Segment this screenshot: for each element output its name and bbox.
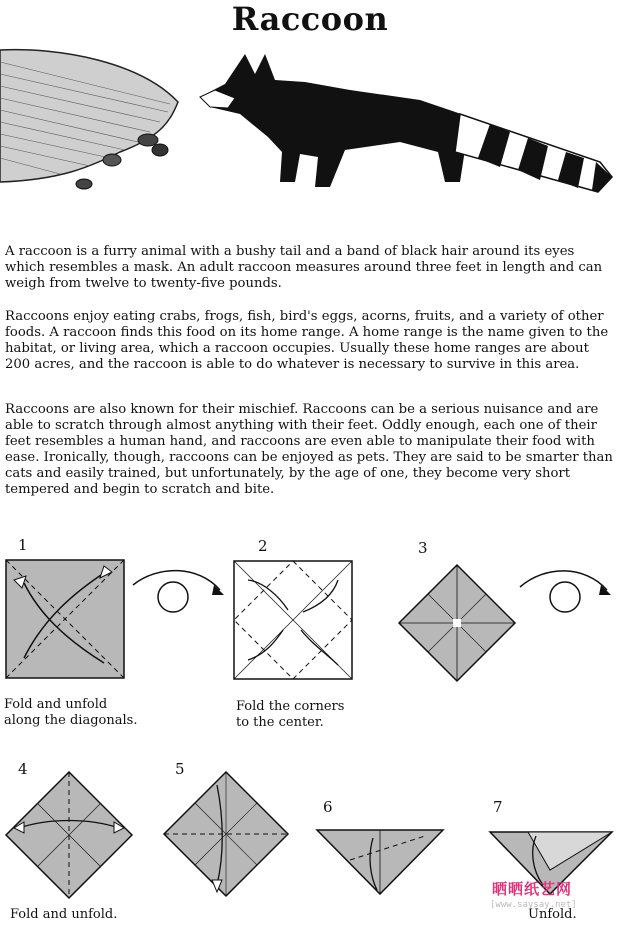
step-2-diagram <box>233 560 355 682</box>
step-5-diagram <box>162 770 290 898</box>
turn-over-icon <box>128 565 228 625</box>
raccoon-illustration <box>0 42 620 212</box>
step-1-diagram <box>4 558 128 682</box>
step-6-diagram <box>315 828 445 900</box>
step-4-caption: Fold and unfold. <box>10 907 118 922</box>
step-1-caption: Fold and unfold along the diagonals. <box>4 697 138 728</box>
watermark-url: [www.saysay.net] <box>490 900 577 910</box>
step-2-caption: Fold the corners to the center. <box>236 699 345 730</box>
step-4-number: 4 <box>18 760 28 778</box>
paragraph-intro: A raccoon is a furry animal with a bushy tail and a band of black hair around its eyes which resembles a mask. An adult raccoon measures around three feet in length and can weigh from twelve to twenty-five pounds. <box>5 244 603 291</box>
step-4-diagram <box>4 770 134 900</box>
step-6-number: 6 <box>323 798 333 816</box>
paragraph-diet: Raccoons enjoy eating crabs, frogs, fish, bird's eggs, acorns, fruits, and a variety of other foods. A raccoon finds this food on its home range. A home range is the name given to the habitat, or living area, which a raccoon occupies. Usually these home ranges are about 200 acres, and the raccoon is able to do whatever is necessary to survive in this area. <box>5 309 609 372</box>
turn-over-icon-2 <box>515 565 615 625</box>
rock-shape <box>0 50 178 189</box>
step-1-number: 1 <box>18 536 28 554</box>
raccoon-body <box>200 54 612 192</box>
paragraph-mischief: Raccoons are also known for their mischief. Raccoons can be a serious nuisance and are able to scratch through almost anything with their feet. Oddly enough, each one of their feet resembles a human hand, and raccoons are even able to manipulate their food with ease. Ironically, though, raccoons can be enjoyed as pets. They are said to be smarter than cats and easily trained, but unfortunately, by the age of one, they become very short tempered and begin to scratch and bite. <box>5 402 613 497</box>
step-2-number: 2 <box>258 537 268 555</box>
step-7-number: 7 <box>493 798 503 816</box>
step-3-number: 3 <box>418 539 428 557</box>
step-5-number: 5 <box>175 760 185 778</box>
step-7-caption: Unfold. <box>528 907 577 922</box>
step-3-diagram <box>397 563 517 683</box>
page-title: Raccoon <box>231 0 389 38</box>
watermark-logo: 晒晒纸艺网 <box>492 880 573 898</box>
